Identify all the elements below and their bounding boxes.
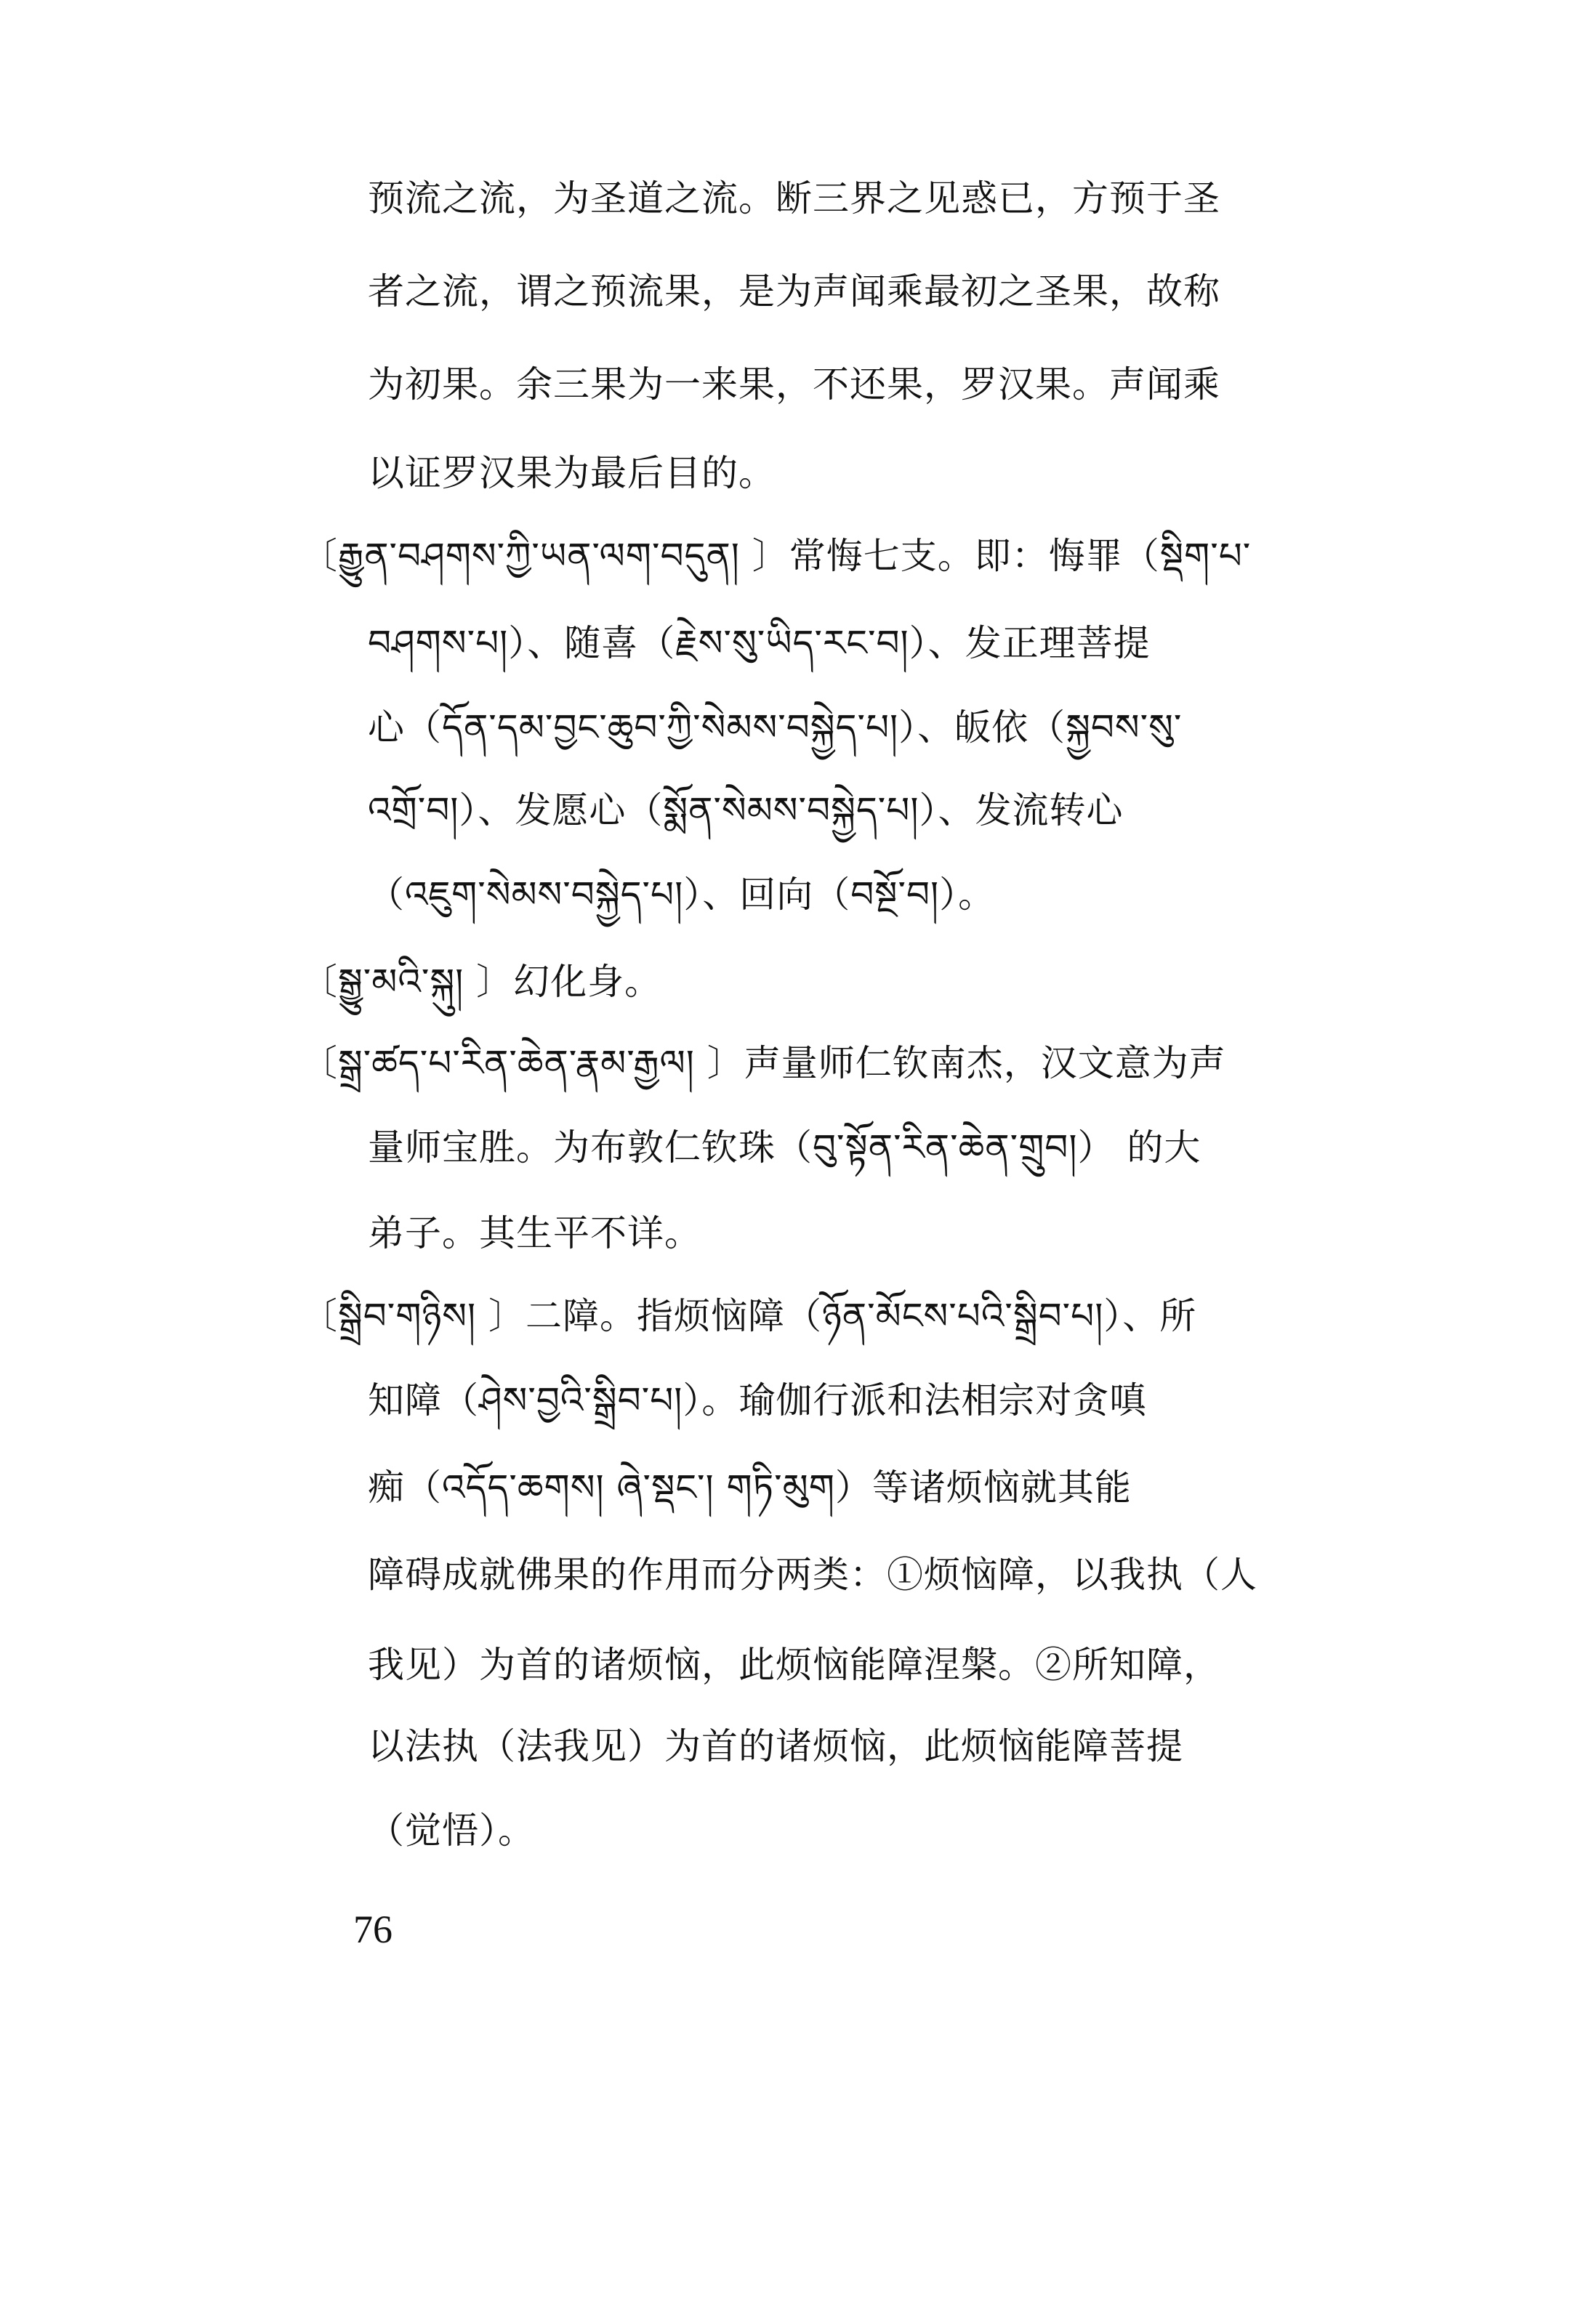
entry-head-line: 〔སྒྲ་ཚད་པ་རིན་ཆེན་རྣམ་རྒྱལ། 〕声量师仁钦南杰，汉文意为声 xyxy=(301,1042,1226,1084)
text-line: 以证罗汉果为最后目的。 xyxy=(368,452,776,494)
text-line: 我见）为首的诸烦恼，此烦恼能障涅槃。②所知障， xyxy=(368,1644,1220,1686)
text-line: བཤགས་པ།）、随喜（རྗེས་སུ་ཡིད་རང་བ།）、发正理菩提 xyxy=(368,622,1151,664)
entry-head-line: 〔སྒྲིབ་གཉིས། 〕二障。指烦恼障（ཉོན་མོངས་པའི་སྒྲིབ་པ།）、所 xyxy=(301,1295,1197,1337)
text-line: 障碍成就佛果的作用而分两类：①烦恼障，以我执（人 xyxy=(368,1554,1257,1596)
text-line: 弟子。其生平不详。 xyxy=(368,1212,701,1254)
text-line: 知障（ཤེས་བྱའི་སྒྲིབ་པ།）。瑜伽行派和法相宗对贪嗔 xyxy=(368,1379,1147,1421)
entry-head-line: 〔སྒྱུ་མའི་སྐུ། 〕幻化身。 xyxy=(301,961,662,1003)
text-line: འགྲོ་བ།）、发愿心（སྨོན་སེམས་བསྐྱེད་པ།）、发流转心 xyxy=(368,789,1124,831)
text-line: 为初果。余三果为一来果，不还果，罗汉果。声闻乘 xyxy=(368,363,1220,406)
text-line: 心（དོན་དམ་བྱང་ཆུབ་ཀྱི་སེམས་བསྐྱེད་པ།）、皈依（སྐྱབས་སུ་ xyxy=(368,706,1183,749)
text-line: （འཇུག་སེམས་བསྐྱེད་པ།）、回向（བསྔོ་བ།）。 xyxy=(368,873,996,916)
text-line: 预流之流，为圣道之流。断三界之见惑已，方预于圣 xyxy=(368,177,1220,219)
page-number: 76 xyxy=(353,1908,393,1951)
text-line: 者之流，谓之预流果，是为声闻乘最初之圣果，故称 xyxy=(368,270,1220,312)
text-line: 痴（འདོད་ཆགས། ཞེ་སྡང་། གཏི་མུག）等诸烦恼就其能 xyxy=(368,1466,1132,1509)
text-line: （觉悟）。 xyxy=(368,1809,535,1852)
text-line: 量师宝胜。为布敦仁钦珠（བུ་སྟོན་རིན་ཆེན་གྲུབ།） 的大 xyxy=(368,1126,1201,1169)
text-line: 以法执（法我见）为首的诸烦恼，此烦恼能障菩提 xyxy=(368,1725,1183,1767)
entry-head-line: 〔རྒྱུན་བཤགས་ཀྱི་ཡན་ལག་བདུན། 〕常悔七支。即：悔罪（སྡིག་པ་ xyxy=(301,535,1252,577)
